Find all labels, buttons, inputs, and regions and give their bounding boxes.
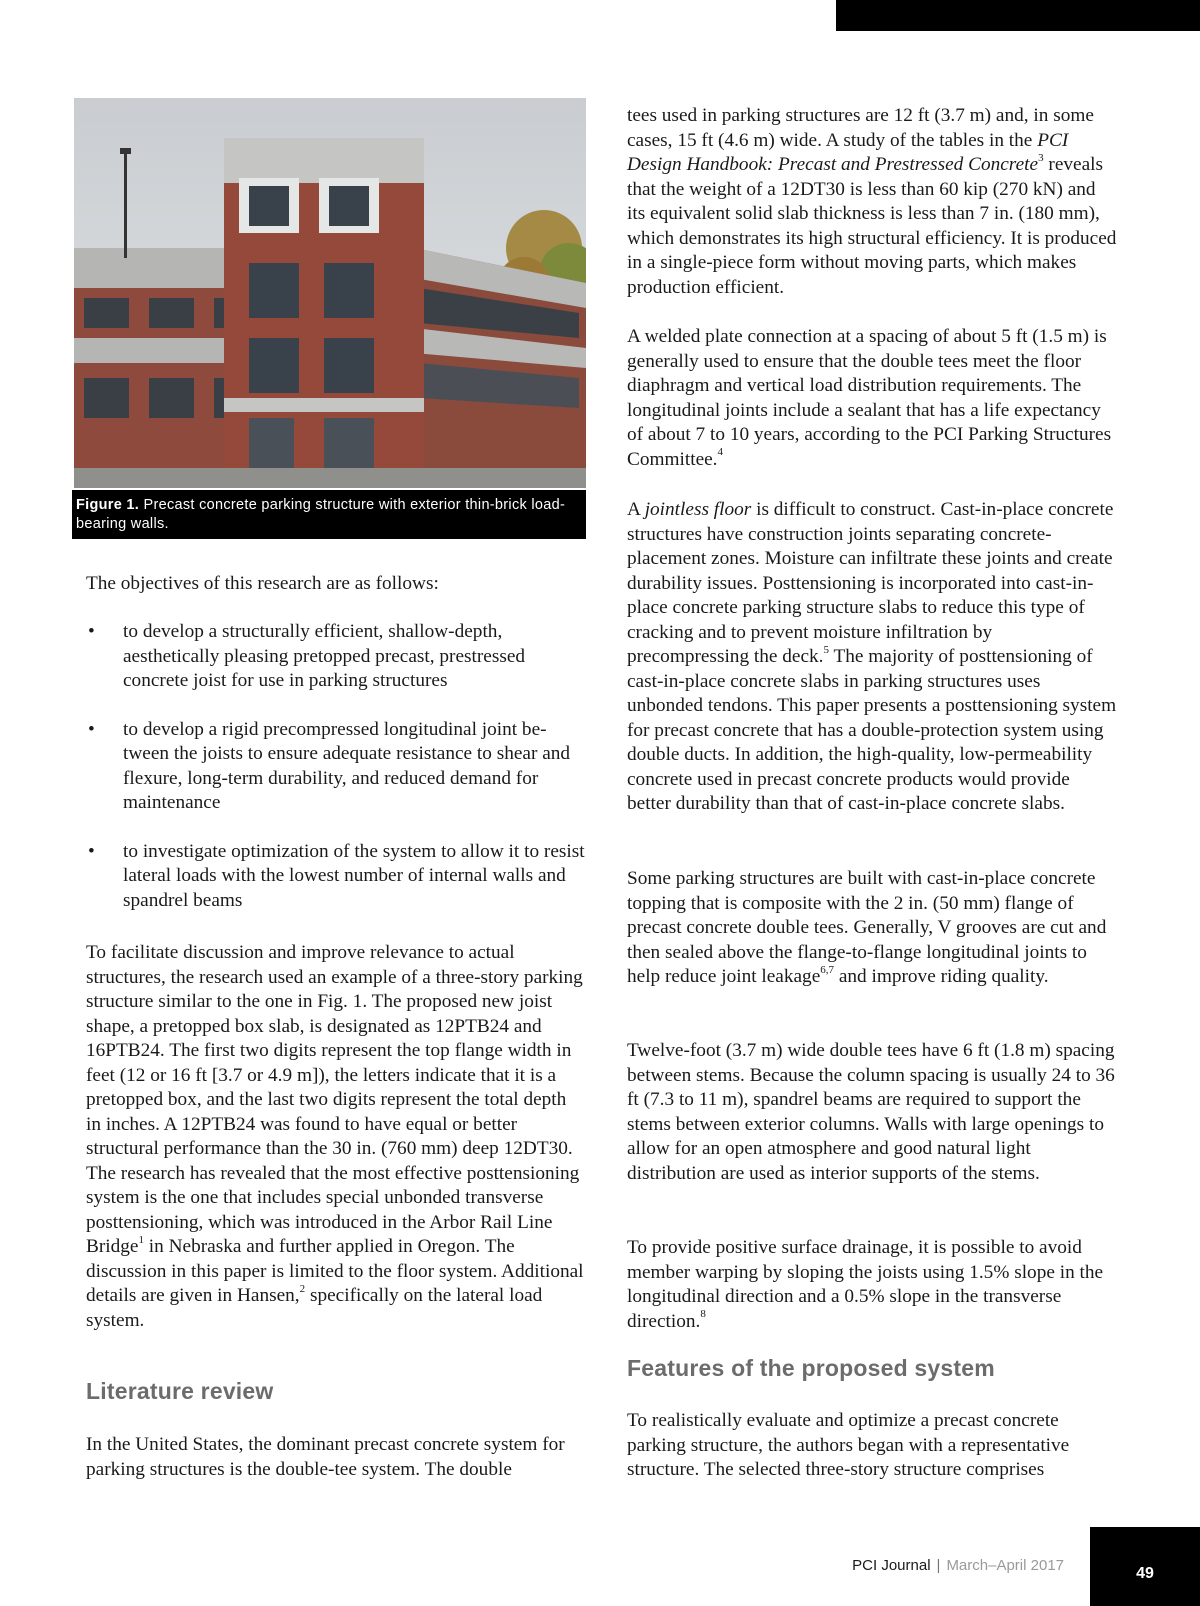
heading-literature-review: Literature review xyxy=(86,1378,274,1404)
objectives-list xyxy=(86,620,586,913)
reference-marker: 5 xyxy=(823,643,829,656)
paragraph-features: To realistically evaluate and optimize a precast concrete parking structure, the authors began with a representative structure. The selected three-story structure comprises xyxy=(627,1410,1070,1480)
reference-marker: 1 xyxy=(138,1233,144,1246)
paragraph-facilitate: To facilitate discussion and improve relevance to actual structures, the research used an example of a three-story parking structure similar to the one in Fig. 1. The proposed new joist shape, a pretopped box slab, is designated as 12PTB24 and 16PTB24. The first two digits represent the top flange width in feet (12 or 16 ft [3.7 or 4.9 m]), the letters indicate that it is a pretopped box, and the last two digits represent the total depth in inches. A 12PTB24 was found to have equal or better structural performance than the 30 in. (760 mm) deep 12DT30. The research has revealed that the most effective posttensioning system is the one that includes special unbonded transverse posttensioning, which was introduced in the Arbor Rail Line Bridge$^1$ in Nebraska and further applied in Oregon. The discussion in this paper is limited to the floor system. Additional details are given in Hansen,$^2$ specifically on the lateral load system. xyxy=(86,942,584,1331)
paragraph-tees: tees used in parking structures are 12 ft (3.7 m) and, in some cases, 15 ft (4.6 m) wide. A study of the tables in the PCI Design Handbook: Precast and Prestressed Concrete$^3$ reveals that the weight of a 12DT30 is less than 60 kip (270 kN) and its equivalent solid slab thickness is less than 7 in. (180 mm), which demonstrates its high structural efficiency. It is produced in a single-piece form without moving parts, which makes production efficient. xyxy=(627,105,1117,298)
paragraph-literature: In the United States, the dominant precast concrete system for parking structures is the double-tee system. The double xyxy=(86,1434,565,1480)
reference-marker: 4 xyxy=(717,446,724,459)
header-bar xyxy=(836,0,1200,31)
reference-marker: 3 xyxy=(1038,151,1044,164)
page-number: 49 xyxy=(1090,1527,1200,1606)
issue-date: March–April 2017 xyxy=(946,1557,1064,1574)
figure-caption-text: Precast concrete parking structure with exterior thin-brick load-bearing walls. xyxy=(76,497,566,532)
reference-marker: 2 xyxy=(299,1282,306,1295)
figure-photo xyxy=(74,98,586,488)
figure-label: Figure 1. xyxy=(76,497,140,513)
paragraph-welded: A welded plate connection at a spacing of about 5 ft (1.5 m) is generally used to ensure that the double tees meet the floor diaphragm and vertical load distribution requirements. The longitudinal joints include a sealant that has a life expectancy of about 7 to 10 years, according to the PCI Parking Structures Committee.$^4$ xyxy=(627,326,1112,470)
reference-marker: 8 xyxy=(700,1308,706,1321)
list-item: • to develop a rigid precompressed longitudinal joint between the joists to ensure adequate resistance to shear and flexure, long-term durability, and reduced demand for maintenance xyxy=(86,718,586,816)
footer-separator: | xyxy=(936,1557,941,1574)
jointless-term: jointless floor xyxy=(644,499,752,520)
footer-journal-info xyxy=(700,1557,1064,1574)
objectives-intro: The objectives of this research are as follows: xyxy=(86,573,439,594)
list-item: • to investigate optimization of the system to allow it to resist lateral loads with the lowest number of internal walls and spandrel beams xyxy=(86,840,586,914)
paragraph-drainage: To provide positive surface drainage, it is possible to avoid member warping by sloping the joists using 1.5% slope in the longitudinal direction and a 0.5% slope in the transverse direction.$^8$ xyxy=(627,1237,1104,1332)
paragraph-twelve-foot: Twelve-foot (3.7 m) wide double tees have 6 ft (1.8 m) spacing between stems. Because the column spacing is usually 24 to 36 ft (7.3 to 11 m), spandrel beams are required to support the stems between exterior columns. Walls with large openings to allow for an open atmosphere and good natural light distribution are used as interior supports of the stems. xyxy=(627,1040,1115,1184)
list-item: • to develop a structurally efficient, shallow-depth, aesthetically pleasing pretopped precast, prestressed concrete joist for use in parking structures xyxy=(86,620,586,694)
reference-marker: 6,7 xyxy=(820,963,835,976)
paragraph-jointless: A jointless floor is difficult to construct. Cast-in-place concrete structures have construction joints separating concrete-placement zones. Moisture can infiltrate these joints and create durability issues. Posttensioning is incorporated into cast-in-place concrete parking structure slabs to reduce this type of cracking and to prevent moisture infiltration by precompressing the deck.$^5$ The majority of posttensioning of cast-in-place concrete slabs in parking structures uses unbonded tendons. This paper presents a posttensioning system for precast concrete that has a double-protection system using double ducts. In addition, the high-quality, low-permeability concrete used in precast concrete products would provide better durability than that of cast-in-place concrete slabs. xyxy=(627,499,1117,814)
heading-features: Features of the proposed system xyxy=(627,1355,995,1381)
journal-name: PCI Journal xyxy=(852,1557,931,1574)
paragraph-topping: Some parking structures are built with cast-in-place concrete topping that is composite with the 2 in. (50 mm) flange of precast concrete double tees. Generally, V grooves are cut and then sealed above the flange-to-flange longitudinal joints to help reduce joint leakage$^{6,7}$ and improve riding quality. xyxy=(627,868,1107,987)
figure-caption xyxy=(72,490,586,539)
handbook-title: PCI Design Handbook: Precast and Prestressed Concrete xyxy=(627,129,1069,175)
